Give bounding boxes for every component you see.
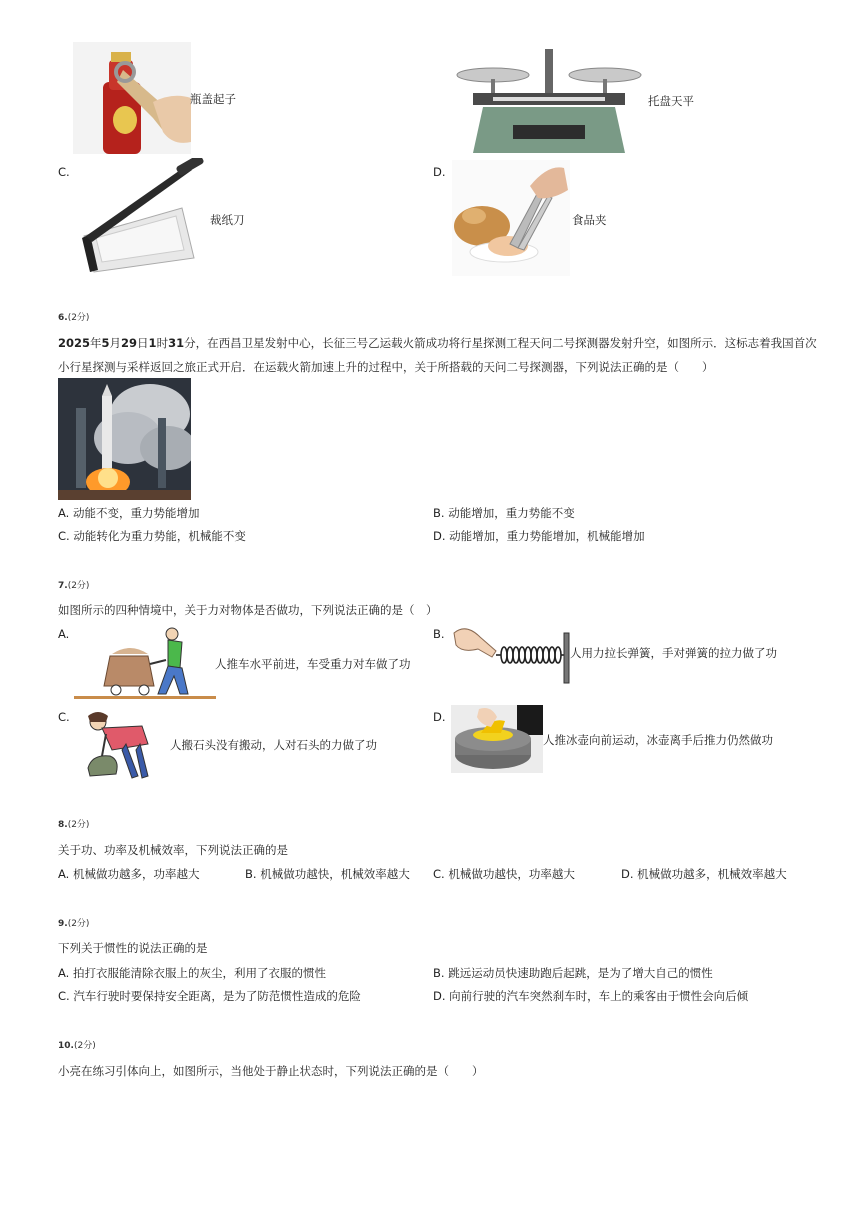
q6-month: 5 (101, 336, 110, 350)
q7-score: (2分) (67, 581, 90, 591)
q10-score: (2分) (73, 1041, 96, 1051)
q7-c-caption: 人搬石头没有搬动，人对石头的力做了功 (170, 738, 377, 752)
q7-a-caption: 人推车水平前进，车受重力对车做了功 (215, 657, 411, 671)
q8-header (58, 817, 89, 830)
q8-score: (2分) (67, 820, 90, 830)
lift-stone-image (82, 710, 154, 780)
q7-c-letter[interactable]: C. (58, 710, 70, 724)
q6-stem-text: 分，在西昌卫星发射中心，长征三号乙运载火箭成功将行星探测工程天问二号探测器发射升空，如图所示．这标志着我国首次 (184, 336, 817, 350)
q6-stem-text: 时 (156, 336, 169, 350)
food-tongs-image (452, 160, 570, 276)
push-cart-image (74, 626, 216, 704)
q9-stem: 下列关于惯性的说法正确的是 (58, 941, 208, 955)
q5-c-label: 裁纸刀 (210, 213, 245, 227)
q8-number: 8. (58, 820, 68, 830)
q6-score: (2分) (67, 313, 90, 323)
spring-pull-image (452, 623, 570, 685)
q6-minute: 31 (168, 336, 185, 350)
q6-stem-line2: 小行星探测与采样返回之旅正式开启．在运载火箭加速上升的过程中，关于所搭载的天问二号探测器，下列说法正确的是（ ） (58, 360, 714, 374)
q9-option-c[interactable]: C. 汽车行驶时要保持安全距离，是为了防范惯性造成的危险 (58, 989, 361, 1003)
q6-option-a[interactable]: A. 动能不变，重力势能增加 (58, 506, 200, 520)
q8-option-c[interactable]: C. 机械做功越快，功率越大 (433, 867, 575, 881)
q9-number: 9. (58, 919, 68, 929)
q9-header (58, 916, 89, 929)
q7-header (58, 578, 89, 591)
q9-option-d[interactable]: D. 向前行驶的汽车突然刹车时，车上的乘客由于惯性会向后倾 (433, 989, 749, 1003)
q6-header (58, 310, 89, 323)
q5-a-label: 瓶盖起子 (190, 92, 236, 106)
q9-option-b[interactable]: B. 跳远运动员快速助跑后起跳，是为了增大自己的惯性 (433, 966, 713, 980)
q7-stem: 如图所示的四种情境中，关于力对物体是否做功，下列说法正确的是（ ） (58, 603, 438, 617)
q5-b-label: 托盘天平 (648, 94, 694, 108)
q9-option-a[interactable]: A. 拍打衣服能清除衣服上的灰尘，利用了衣服的惯性 (58, 966, 326, 980)
bottle-opener-image (73, 42, 191, 154)
q5-d-label: 食品夹 (572, 213, 607, 227)
q6-day: 29 (121, 336, 138, 350)
q6-stem-text: 月 (109, 336, 122, 350)
q6-stem-line1 (58, 331, 817, 355)
q7-number: 7. (58, 581, 68, 591)
q10-header (58, 1038, 96, 1051)
q5-d-letter: D. (433, 165, 446, 179)
q7-a-letter[interactable]: A. (58, 627, 70, 641)
q7-d-caption: 人推冰壶向前运动，冰壶离手后推力仍然做功 (543, 733, 773, 747)
q7-d-letter[interactable]: D. (433, 710, 446, 724)
q6-stem-text: 日 (137, 336, 149, 350)
q8-option-b[interactable]: B. 机械做功越快，机械效率越大 (245, 867, 410, 881)
q10-number: 10. (58, 1041, 74, 1051)
paper-cutter-image (76, 158, 210, 274)
q6-number: 6. (58, 313, 68, 323)
q5-c-letter: C. (58, 165, 70, 179)
q6-option-d[interactable]: D. 动能增加，重力势能增加，机械能增加 (433, 529, 645, 543)
q8-option-a[interactable]: A. 机械做功越多，功率越大 (58, 867, 200, 881)
q6-option-b[interactable]: B. 动能增加，重力势能不变 (433, 506, 575, 520)
balance-scale-image (453, 45, 645, 157)
q6-option-c[interactable]: C. 动能转化为重力势能，机械能不变 (58, 529, 246, 543)
q10-stem: 小亮在练习引体向上，如图所示，当他处于静止状态时，下列说法正确的是（ ） (58, 1064, 484, 1078)
q6-year: 2025 (58, 336, 91, 350)
q8-option-d[interactable]: D. 机械做功越多，机械效率越大 (621, 867, 787, 881)
q9-score: (2分) (67, 919, 90, 929)
q8-stem: 关于功、功率及机械效率，下列说法正确的是 (58, 843, 288, 857)
curling-stone-image (451, 705, 543, 773)
q6-hour: 1 (148, 336, 157, 350)
q7-b-caption: 人用力拉长弹簧，手对弹簧的拉力做了功 (570, 646, 777, 660)
q6-stem-text: 年 (90, 336, 102, 350)
q7-b-letter[interactable]: B. (433, 627, 445, 641)
rocket-launch-image (58, 378, 191, 500)
